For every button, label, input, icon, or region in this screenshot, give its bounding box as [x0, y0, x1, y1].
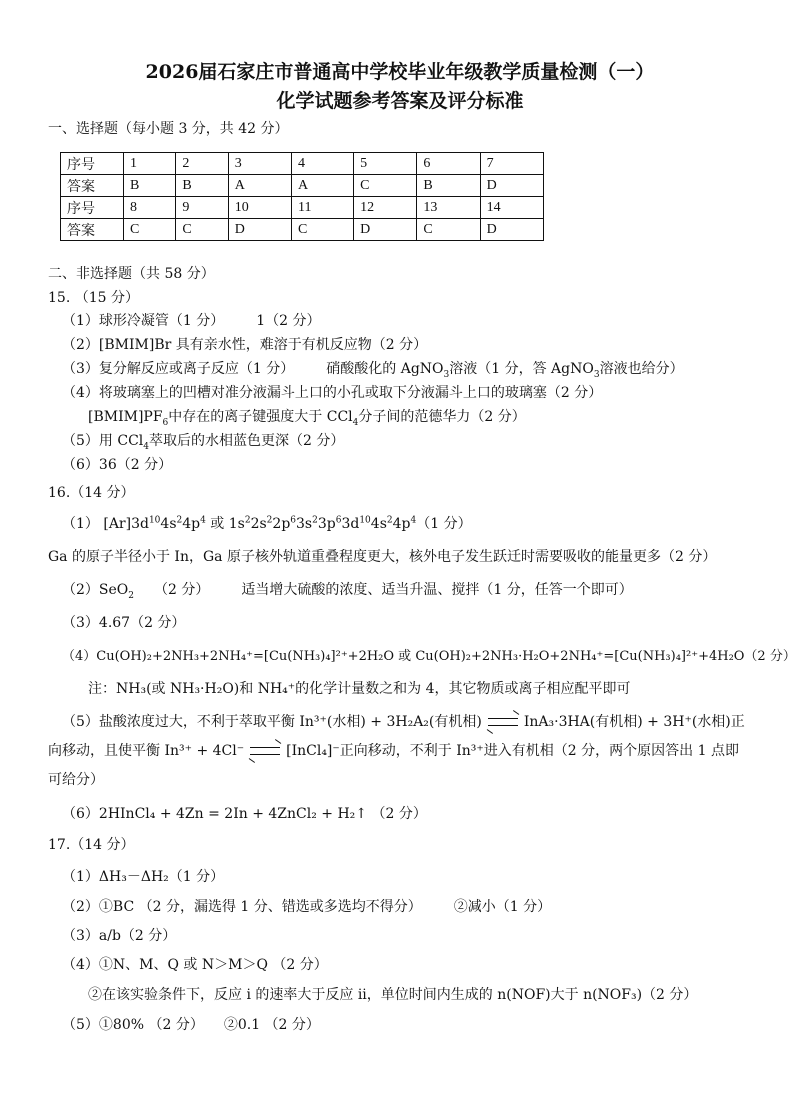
sub: 4 [143, 441, 149, 452]
q15-line4: （4）将玻璃塞上的凹槽对准分液漏斗上口的小孔或取下分液漏斗上口的玻璃塞（2 分） [62, 385, 603, 401]
sub: 3 [593, 369, 600, 380]
t: 适当增大硫酸的浓度、适当升温、搅拌（1 分，任答一个即可） [241, 582, 633, 598]
t: （2 分） [154, 582, 210, 598]
table-cell: D [480, 219, 543, 241]
table-row [61, 197, 544, 219]
q15-4b-pre: [BMIM]PF [88, 409, 163, 425]
q15-line6: （6）36（2 分） [62, 457, 173, 473]
q16-line1-note: Ga 的原子半径小于 In，Ga 原子核外轨道重叠程度更大，核外电子发生跃迁时需要吸收的能量更多（2 分） [48, 549, 717, 565]
sup: 2 [244, 515, 251, 526]
document-title: 2026届石家庄市普通高中学校毕业年级教学质量检测（一） [145, 61, 655, 83]
sup: 2 [176, 515, 183, 526]
t: [InCl₄]⁻正向移动，不利于 In³⁺进入有机相（2 分，两个原因答出 1 点即 [286, 743, 739, 759]
row-header-cell: 序号 [61, 197, 124, 219]
table-row [61, 175, 544, 197]
row-header-cell: 答案 [61, 219, 124, 241]
table-cell: 7 [480, 153, 543, 175]
q17-line4: （4）①N、M、Q 或 N＞M＞Q （2 分） [62, 957, 328, 973]
table-cell: C [354, 175, 417, 197]
table-cell: 9 [176, 197, 228, 219]
t: （5）①80% （2 分） [62, 1017, 204, 1033]
sub: 6 [162, 417, 169, 428]
sup: 4 [200, 515, 206, 526]
q15-1b: 1（2 分） [256, 313, 321, 329]
t: （2）①BC （2 分，漏选得 1 分、错选或多选均不得分） [62, 899, 422, 915]
sup: 6 [290, 515, 297, 526]
t: 3d [341, 516, 360, 532]
table-cell: B [124, 175, 176, 197]
table-cell: 4 [292, 153, 354, 175]
sup: 2 [312, 515, 318, 526]
table-cell: D [228, 219, 291, 241]
t: 4s [160, 516, 177, 532]
section1-heading: 一、选择题（每小题 3 分，共 42 分） [48, 121, 289, 137]
table-cell: C [292, 219, 354, 241]
choice-answer-table [60, 152, 544, 241]
q15-5-pre: （5）用 CCl [62, 433, 144, 449]
q15-line4b [88, 406, 526, 428]
equilibrium-arrow-icon [488, 718, 518, 726]
row-header-cell: 序号 [61, 153, 124, 175]
table-cell: 12 [354, 197, 417, 219]
t: 4p [392, 516, 411, 532]
q15-3b-post: 溶液也给分） [599, 361, 684, 377]
table-cell: B [176, 175, 228, 197]
row-header-cell: 答案 [61, 175, 124, 197]
q15-3b-pre: 硝酸酸化的 AgNO [326, 361, 444, 377]
q16-line1 [62, 513, 472, 533]
t: 4p [182, 516, 201, 532]
table-cell: 14 [480, 197, 543, 219]
t: （5）盐酸浓度过大，不利于萃取平衡 In³⁺(水相) + 3H₂A₂(有机相) [62, 714, 482, 730]
table-cell: D [480, 175, 543, 197]
t: 3s [296, 516, 313, 532]
t: 2s [250, 516, 267, 532]
t: ②减小（1 分） [453, 899, 552, 915]
table-cell: 8 [124, 197, 176, 219]
table-cell: 11 [292, 197, 354, 219]
t: 2p [272, 516, 291, 532]
q17-line1: （1）ΔH₃－ΔH₂（1 分） [62, 869, 225, 885]
document-subtitle: 化学试题参考答案及评分标准 [276, 90, 524, 112]
table-cell: 3 [228, 153, 291, 175]
q15-1a: （1）球形冷凝管（1 分） [62, 313, 225, 329]
equilibrium-arrow-icon [250, 747, 280, 755]
q16-line5b [48, 740, 739, 760]
t: ②0.1 （2 分） [223, 1017, 320, 1033]
q17-line4b: ②在该实验条件下，反应 i 的速率大于反应 ii，单位时间内生成的 n(NOF)大于 n(NOF₃)（2 分） [88, 987, 698, 1003]
q16-line2 [62, 579, 633, 601]
section2-heading: 二、非选择题（共 58 分） [48, 266, 215, 282]
q17-line2 [62, 896, 551, 916]
q16-title: 16.（14 分） [48, 485, 135, 501]
table-cell: 6 [417, 153, 480, 175]
q15-3b-mid: 溶液（1 分，答 AgNO [449, 361, 594, 377]
table-cell: B [417, 175, 480, 197]
q15-4b-mid: 中存在的离子键强度大于 CCl [168, 409, 353, 425]
table-cell: A [228, 175, 291, 197]
table-cell: C [176, 219, 228, 241]
t: 向移动，且使平衡 In³⁺ + 4Cl⁻ [48, 743, 245, 759]
table-row [61, 219, 544, 241]
table-cell: C [417, 219, 480, 241]
t: （1 分） [416, 516, 472, 532]
t: InA₃·3HA(有机相) + 3H⁺(水相)正 [523, 714, 745, 730]
q15-line2: （2）[BMIM]Br 具有亲水性，难溶于有机反应物（2 分） [62, 337, 428, 353]
q15-4b-post: 分子间的范德华力（2 分） [358, 409, 526, 425]
sub: 3 [443, 369, 450, 380]
q16-line5a [62, 711, 745, 731]
q16-line6: （6）2HInCl₄ + 4Zn = 2In + 4ZnCl₂ + H₂↑ （2 分） [62, 806, 427, 822]
table-cell: 10 [228, 197, 291, 219]
table-cell: 1 [124, 153, 176, 175]
q15-line1 [62, 310, 321, 330]
q16-line5c: 可给分） [48, 772, 104, 788]
q15-line3 [62, 358, 684, 380]
t: （2）SeO [62, 582, 129, 598]
sup: 4 [410, 515, 417, 526]
q16-line4-note: 注：NH₃(或 NH₃·H₂O)和 NH₄⁺的化学计量数之和为 4，其它物质或离子相应配平即可 [88, 681, 631, 697]
q17-title: 17.（14 分） [48, 837, 135, 853]
table-row [61, 153, 544, 175]
q15-line5 [62, 430, 344, 452]
q16-line4: （4）Cu(OH)₂+2NH₃+2NH₄⁺=[Cu(NH₃)₄]²⁺+2H₂O 或 Cu(OH)₂+2NH₃·H₂O+2NH₄⁺=[Cu(NH₃)₄]²⁺+4H₂O（2 分） [62, 649, 796, 664]
sup: 10 [359, 515, 371, 526]
q17-line3: （3）a/b（2 分） [62, 928, 177, 944]
q15-title: 15. （15 分） [48, 290, 139, 306]
q15-3a: （3）复分解反应或离子反应（1 分） [62, 361, 295, 377]
table-cell: 13 [417, 197, 480, 219]
q15-5-post: 萃取后的水相蓝色更深（2 分） [149, 433, 345, 449]
t: （1） [Ar]3d [62, 516, 149, 532]
sup: 6 [335, 515, 342, 526]
q16-line3: （3）4.67（2 分） [62, 615, 186, 631]
sup: 10 [148, 515, 161, 526]
sup: 2 [266, 515, 273, 526]
table-cell: D [354, 219, 417, 241]
table-cell: 2 [176, 153, 228, 175]
sub: 2 [128, 590, 134, 601]
t: 4s [370, 516, 387, 532]
table-cell: C [124, 219, 176, 241]
table-cell: A [292, 175, 354, 197]
table-cell: 5 [354, 153, 417, 175]
q17-line5 [62, 1014, 320, 1034]
sup: 2 [386, 515, 393, 526]
t: 3p [317, 516, 336, 532]
sub: 4 [352, 417, 359, 428]
t: 或 1s [205, 516, 245, 532]
